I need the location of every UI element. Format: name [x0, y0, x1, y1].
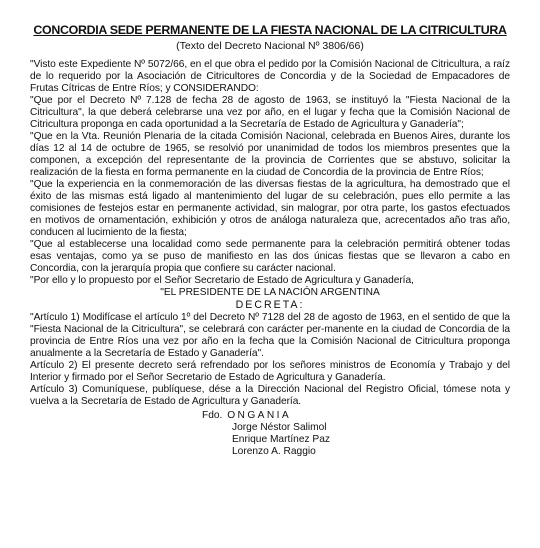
paragraph-considerando-1: "Que por el Decreto Nº 7.128 de fecha 28 de agosto de 1963, se instituyó la "Fiesta Nacional de la Citricultura", la que deberá celebrarse una vez por año, en el lugar y fecha que la Comisión Nacional de Citricultura proponga en cada oportunidad a la Secretaría de Estado de Agricultura y Ganadería"; [30, 95, 510, 130]
signature-main-name: ONGANIA [227, 410, 292, 421]
paragraph-por-ello: "Por ello y lo propuesto por el Señor Secretario de Estado de Agricultura y Ganadería, [30, 275, 414, 286]
document-subtitle: (Texto del Decreto Nacional Nº 3806/66) [176, 40, 364, 52]
signature-block [30, 410, 510, 458]
decreta-heading: DECRETA: [235, 299, 305, 311]
signature-name: Lorenzo A. Raggio [232, 446, 316, 457]
article-2: Artículo 2) El presente decreto será refrendado por los señores ministros de Economía y Trabajo y del Interior y firmado por el Señor Secretario de Estado de Agricultura y Ganadería. [30, 360, 510, 383]
president-heading: "EL PRESIDENTE DE LA NACIÓN ARGENTINA [160, 287, 380, 298]
paragraph-considerando-4: "Que al establecerse una localidad como sede permanente para la celebración permitirá obtener todas esas ventajas, como ya se puso de manifiesto en las dos únicas fiestas que se llevaron a cabo en Concordia, con la jerarquía propia que confiere su carácter nacional. [30, 239, 510, 274]
signature-label: Fdo. [202, 410, 223, 421]
document-title: CONCORDIA SEDE PERMANENTE DE LA FIESTA NACIONAL DE LA CITRICULTURA [33, 23, 507, 37]
article-1: "Artículo 1) Modifícase el artículo 1º del Decreto Nº 7128 del 28 de agosto de 1963, en el sentido de que la "Fiesta Nacional de la Citricultura", se celebrará con carácter per-manente en la ciudad de Concordia de la provincia de Entre Ríos una vez por año en la fecha que la Comisión Nacional de Citricultura proponga anualmente a la Secretaría de Estado y Ganadería". [30, 312, 510, 359]
paragraph-considerando-2: "Que en la Vta. Reunión Plenaria de la citada Comisión Nacional, celebrada en Buenos Aires, durante los días 12 al 14 de octubre de 1965, se resolvió por unanimidad de todos los miembros presentes que la componen, a excepción del representante de la provincia de Corrientes que se abstuvo, solicitar la realización de la fiesta en forma permanente en la ciudad de Concordia de la provincia de Entre Ríos; [30, 131, 510, 178]
article-3: Artículo 3) Comuníquese, publíquese, dése a la Dirección Nacional del Registro Oficial, tómese nota y vuelva a la Secretaría de Estado de Agricultura y Ganadería. [30, 384, 510, 407]
signature-main-line [30, 410, 510, 422]
signature-name: Jorge Néstor Salimol [232, 422, 327, 433]
paragraph-visto: "Visto este Expediente Nº 5072/66, en el que obra el pedido por la Comisión Nacional de Citricultura, a raíz de lo requerido por la Asociación de Citricultores de Concordia y de la Sociedad de Empacadores de Frutas Cítricas de Entre Ríos; y CONSIDERANDO: [30, 59, 510, 94]
paragraph-considerando-3: "Que la experiencia en la conmemoración de las diversas fiestas de la agricultura, ha demostrado que el éxito de las mismas está ligado al mantenimiento del lugar de su celebración, pues ello permite a las comisiones de festejos estar en permanente actividad, sin malograr, por otra parte, los gastos efectuados en motivos de ornamentación, exhibición y otros de análoga naturaleza que, acrecentados año tras año, conducen al lucimiento de la fiesta; [30, 179, 510, 238]
signature-name: Enrique Martínez Paz [232, 434, 330, 445]
